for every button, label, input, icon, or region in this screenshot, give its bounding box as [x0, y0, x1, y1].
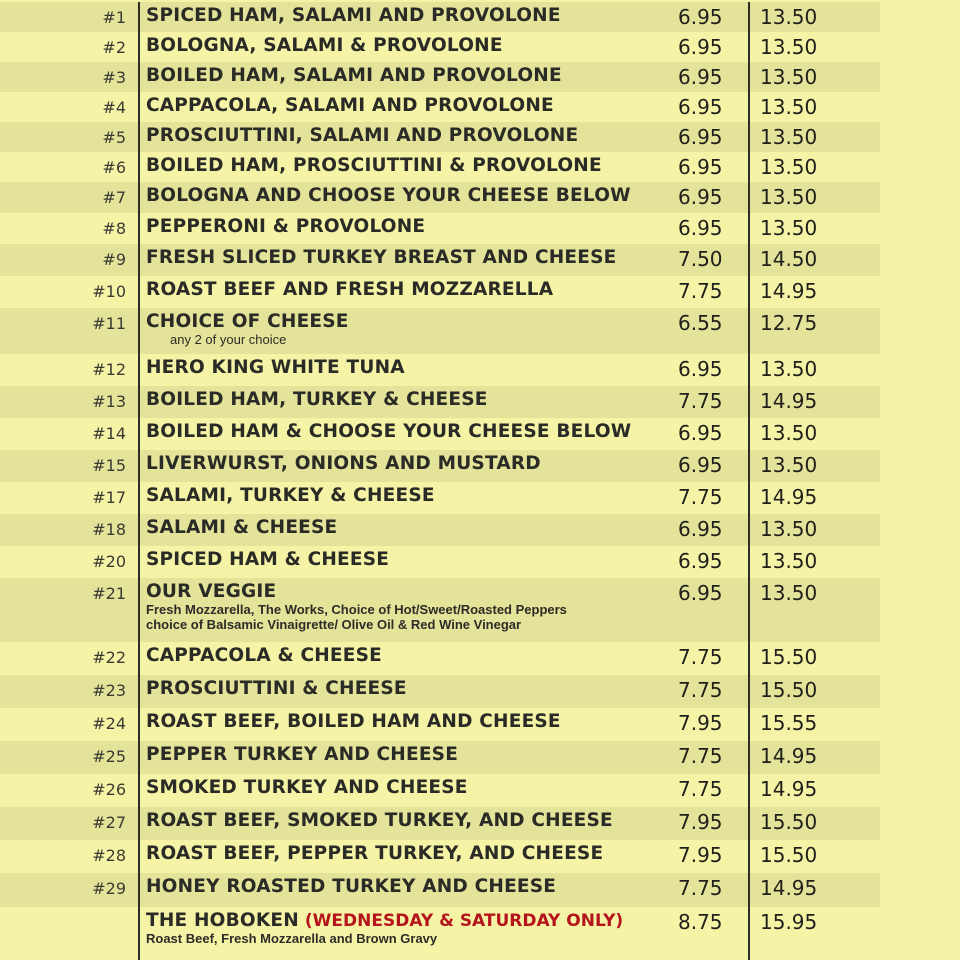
large-price: 14.95: [748, 741, 858, 774]
item-name: BOILED HAM & CHOOSE YOUR CHEESE BELOW: [146, 421, 632, 442]
small-price: 7.75: [678, 279, 723, 303]
small-price: 6.95: [678, 95, 723, 119]
small-price: 7.75: [678, 744, 723, 768]
item-name-cell: [138, 122, 678, 152]
item-name: CHOICE OF CHEESE: [146, 311, 349, 332]
menu-row: [0, 244, 880, 276]
small-price: 6.95: [678, 155, 723, 179]
item-name-cell: [138, 276, 678, 308]
menu-row: [0, 62, 880, 92]
menu-row: [0, 213, 880, 244]
small-price: 7.95: [678, 810, 723, 834]
item-name-cell: [138, 675, 678, 708]
small-price: 6.95: [678, 65, 723, 89]
item-name: SPICED HAM & CHEESE: [146, 549, 390, 570]
item-name: CAPPACOLA & CHEESE: [146, 645, 382, 666]
item-number: #5: [102, 128, 126, 147]
small-price: 6.95: [678, 517, 723, 541]
item-name-cell: [138, 354, 678, 386]
menu-row: [0, 807, 880, 840]
large-price: 13.50: [748, 354, 858, 386]
item-name: PEPPER TURKEY AND CHEESE: [146, 744, 459, 765]
large-price: 13.50: [748, 546, 858, 578]
item-description: choice of Balsamic Vinaigrette/ Olive Oil & Red Wine Vinegar: [146, 617, 522, 632]
menu-row: [0, 92, 880, 122]
item-name: SALAMI & CHEESE: [146, 517, 338, 538]
item-number: #7: [102, 188, 126, 207]
menu-row-special: [0, 907, 880, 960]
item-name-cell: [138, 244, 678, 276]
item-description: Fresh Mozzarella, The Works, Choice of Hot/Sweet/Roasted Peppers: [146, 602, 567, 617]
item-number: #2: [102, 38, 126, 57]
item-name-cell: [138, 62, 678, 92]
large-price: 13.50: [748, 152, 858, 182]
menu-row: [0, 675, 880, 708]
item-name: BOLOGNA AND CHOOSE YOUR CHEESE BELOW: [146, 185, 631, 206]
large-price: 14.95: [748, 482, 858, 514]
small-price: 6.95: [678, 216, 723, 240]
item-number: #4: [102, 98, 126, 117]
item-number: #13: [92, 392, 126, 411]
item-name: BOILED HAM, TURKEY & CHEESE: [146, 389, 488, 410]
item-name-cell: [138, 418, 678, 450]
large-price: 15.50: [748, 675, 858, 708]
item-number: #12: [92, 360, 126, 379]
small-price: 6.95: [678, 421, 723, 445]
special-days-note: (WEDNESDAY & SATURDAY ONLY): [304, 911, 624, 931]
small-price: 6.95: [678, 357, 723, 381]
menu-row: [0, 182, 880, 213]
item-name-cell: [138, 907, 678, 960]
large-price: 14.95: [748, 774, 858, 807]
menu-row: [0, 514, 880, 546]
item-name: PROSCIUTTINI, SALAMI AND PROVOLONE: [146, 125, 579, 146]
menu-row: [0, 642, 880, 675]
item-number: #23: [92, 681, 126, 700]
small-price: 7.75: [678, 389, 723, 413]
item-number: #14: [92, 424, 126, 443]
large-price: 13.50: [748, 62, 858, 92]
item-number: #9: [102, 250, 126, 269]
large-price: 15.50: [748, 840, 858, 873]
menu-row: [0, 741, 880, 774]
item-number: #11: [92, 314, 126, 333]
small-price: 7.75: [678, 485, 723, 509]
large-price: 14.95: [748, 873, 858, 907]
small-price: 6.95: [678, 453, 723, 477]
item-name-cell: [138, 450, 678, 482]
item-name: BOILED HAM, SALAMI AND PROVOLONE: [146, 65, 562, 86]
small-price: 7.95: [678, 843, 723, 867]
item-name: SMOKED TURKEY AND CHEESE: [146, 777, 468, 798]
item-number: #10: [92, 282, 126, 301]
item-number: #28: [92, 846, 126, 865]
item-name: ROAST BEEF, PEPPER TURKEY, AND CHEESE: [146, 843, 604, 864]
small-price: 6.95: [678, 581, 723, 605]
small-price: 6.55: [678, 311, 723, 335]
item-name: HERO KING WHITE TUNA: [146, 357, 405, 378]
small-price: 6.95: [678, 35, 723, 59]
large-price: 13.50: [748, 32, 858, 62]
large-price: 13.50: [748, 122, 858, 152]
item-number: #3: [102, 68, 126, 87]
menu-row: [0, 418, 880, 450]
item-name: ROAST BEEF, BOILED HAM AND CHEESE: [146, 711, 561, 732]
item-name-cell: [138, 213, 678, 244]
item-name-cell: [138, 873, 678, 907]
large-price: 15.50: [748, 642, 858, 675]
small-price: 7.50: [678, 247, 723, 271]
large-price: 12.75: [748, 308, 858, 354]
large-price: 13.50: [748, 450, 858, 482]
item-name: FRESH SLICED TURKEY BREAST AND CHEESE: [146, 247, 617, 268]
item-name-cell: [138, 840, 678, 873]
small-price: 6.95: [678, 5, 723, 29]
large-price: 14.95: [748, 276, 858, 308]
item-name: CAPPACOLA, SALAMI AND PROVOLONE: [146, 95, 554, 116]
item-name: OUR VEGGIE: [146, 581, 277, 602]
item-name: THE HOBOKEN: [146, 910, 299, 931]
item-name-cell: [138, 32, 678, 62]
menu-row: [0, 152, 880, 182]
menu-row: [0, 546, 880, 578]
item-number: #17: [92, 488, 126, 507]
item-name-cell: [138, 741, 678, 774]
item-name-cell: [138, 308, 678, 354]
small-price: 7.75: [678, 678, 723, 702]
menu-row: [0, 122, 880, 152]
item-name: HONEY ROASTED TURKEY AND CHEESE: [146, 876, 557, 897]
item-name: ROAST BEEF AND FRESH MOZZARELLA: [146, 279, 554, 300]
item-name-cell: [138, 2, 678, 32]
small-price: 6.95: [678, 185, 723, 209]
menu-row: [0, 32, 880, 62]
large-price: 15.50: [748, 807, 858, 840]
menu-row: [0, 276, 880, 308]
item-name: ROAST BEEF, SMOKED TURKEY, AND CHEESE: [146, 810, 613, 831]
menu-row: [0, 578, 880, 642]
item-description: Roast Beef, Fresh Mozzarella and Brown Gravy: [146, 931, 438, 946]
item-number: #20: [92, 552, 126, 571]
item-number: #21: [92, 584, 126, 603]
item-description: any 2 of your choice: [170, 332, 287, 347]
large-price: 15.95: [748, 907, 858, 960]
item-number: #6: [102, 158, 126, 177]
small-price: 7.75: [678, 645, 723, 669]
item-number: #24: [92, 714, 126, 733]
item-number: #26: [92, 780, 126, 799]
item-name-cell: [138, 807, 678, 840]
menu-row: [0, 840, 880, 873]
item-number: #27: [92, 813, 126, 832]
item-number: #29: [92, 879, 126, 898]
item-name: SPICED HAM, SALAMI AND PROVOLONE: [146, 5, 561, 26]
item-number: #18: [92, 520, 126, 539]
large-price: 13.50: [748, 92, 858, 122]
item-number: #8: [102, 219, 126, 238]
large-price: 13.50: [748, 182, 858, 213]
large-price: 13.50: [748, 2, 858, 32]
item-name-cell: [138, 642, 678, 675]
large-price: 13.50: [748, 418, 858, 450]
large-price: 13.50: [748, 578, 858, 642]
menu-row: [0, 450, 880, 482]
item-name-cell: [138, 386, 678, 418]
small-price: 8.75: [678, 910, 723, 934]
item-name-cell: [138, 482, 678, 514]
item-name-cell: [138, 774, 678, 807]
menu-row: [0, 308, 880, 354]
item-name: SALAMI, TURKEY & CHEESE: [146, 485, 435, 506]
menu-row: [0, 708, 880, 741]
large-price: 15.55: [748, 708, 858, 741]
item-name-cell: [138, 92, 678, 122]
small-price: 7.75: [678, 876, 723, 900]
large-price: 13.50: [748, 514, 858, 546]
item-name: BOILED HAM, PROSCIUTTINI & PROVOLONE: [146, 155, 602, 176]
menu-row: [0, 873, 880, 907]
large-price: 14.95: [748, 386, 858, 418]
menu-row: [0, 774, 880, 807]
menu-row: [0, 386, 880, 418]
item-name-cell: [138, 514, 678, 546]
small-price: 6.95: [678, 125, 723, 149]
menu-row: [0, 2, 880, 32]
small-price: 6.95: [678, 549, 723, 573]
small-price: 7.75: [678, 777, 723, 801]
small-price: 7.95: [678, 711, 723, 735]
item-name: BOLOGNA, SALAMI & PROVOLONE: [146, 35, 503, 56]
item-number: #15: [92, 456, 126, 475]
large-price: 13.50: [748, 213, 858, 244]
item-number: #22: [92, 648, 126, 667]
item-name-cell: [138, 708, 678, 741]
menu-row: [0, 354, 880, 386]
item-name: PROSCIUTTINI & CHEESE: [146, 678, 407, 699]
item-name: LIVERWURST, ONIONS AND MUSTARD: [146, 453, 541, 474]
item-name-cell: [138, 546, 678, 578]
item-number: [0, 907, 138, 913]
item-number: #25: [92, 747, 126, 766]
item-name: PEPPERONI & PROVOLONE: [146, 216, 426, 237]
item-name-cell: [138, 182, 678, 213]
item-number: #1: [102, 8, 126, 27]
item-name-cell: [138, 578, 678, 642]
item-name-cell: [138, 152, 678, 182]
menu-row: [0, 482, 880, 514]
large-price: 14.50: [748, 244, 858, 276]
